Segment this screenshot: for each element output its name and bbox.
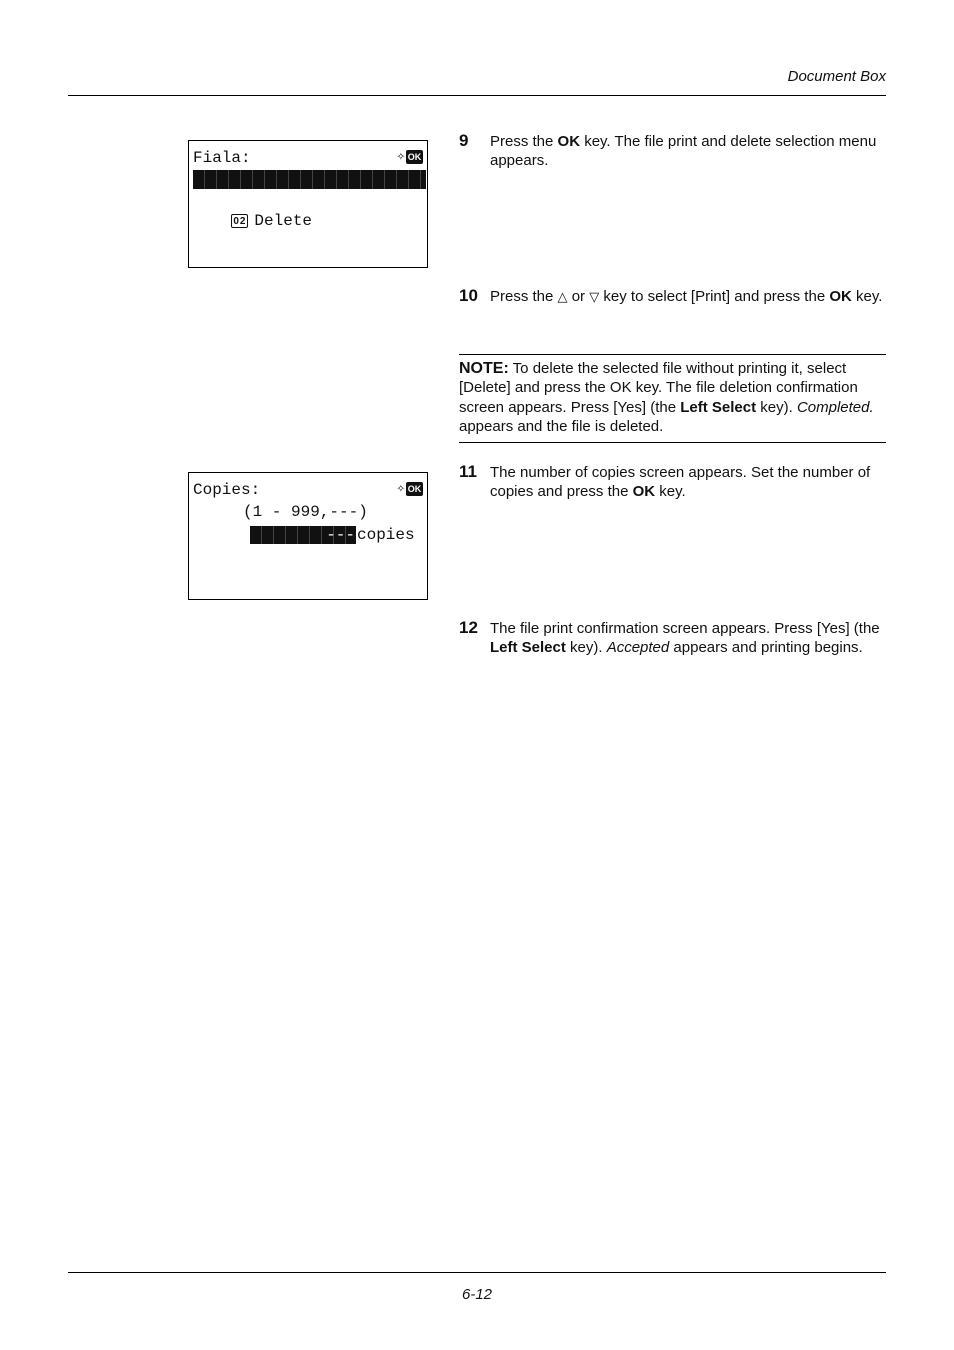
step-number: 12: [459, 618, 478, 637]
lcd-screen-copies: [188, 472, 428, 600]
step-text: Press the OK key. The file print and delete selection menu appears.: [490, 133, 877, 169]
screen-title: Fiala:: [193, 149, 251, 167]
down-arrow-key-icon: ▽: [589, 289, 600, 304]
screen-title: Copies:: [193, 481, 261, 499]
step-number: 10: [459, 286, 478, 305]
note-label: NOTE:: [459, 360, 509, 377]
item-number-badge: 02: [233, 216, 247, 227]
menu-item-label: Delete: [254, 212, 313, 230]
copies-range: (1 - 999,---): [243, 503, 368, 521]
step-number: 9: [459, 131, 469, 150]
ok-key-icon: OK: [407, 484, 422, 494]
item-number-badge: 01: [233, 193, 247, 204]
up-arrow-key-icon: △: [557, 289, 568, 304]
header-rule: [68, 95, 886, 96]
copies-unit-label: copies: [357, 526, 415, 544]
lcd-screen-file-menu: [188, 140, 428, 268]
menu-item-label: Print: [254, 189, 303, 207]
ok-key-icon: OK: [407, 152, 422, 162]
step-text: The number of copies screen appears. Set the number of copies and press the OK key.: [490, 464, 871, 500]
copies-input-field[interactable]: ---: [250, 526, 356, 544]
step-number: 11: [459, 462, 477, 481]
menu-item-print[interactable]: [193, 170, 426, 207]
navigation-keys-icon: ✧: [396, 149, 405, 165]
page-number: 6-12: [461, 1286, 493, 1303]
header-title: Document Box: [787, 68, 886, 85]
navigation-keys-icon: ✧: [396, 481, 405, 497]
footer-rule: [68, 1272, 886, 1273]
menu-item-delete[interactable]: [193, 193, 426, 230]
step-text: Press the △ or ▽ key to select [Print] and press the OK key.: [490, 288, 883, 305]
note-box: NOTE: To delete the selected file without printing it, select [Delete] and press the OK key. The file deletion confirmation screen appears. Press [Yes] (the Left Select key). Completed. appears and the file is deleted.: [459, 354, 886, 443]
step-text: The file print confirmation screen appears. Press [Yes] (the Left Select key). Accepted appears and printing begins.: [490, 620, 880, 656]
